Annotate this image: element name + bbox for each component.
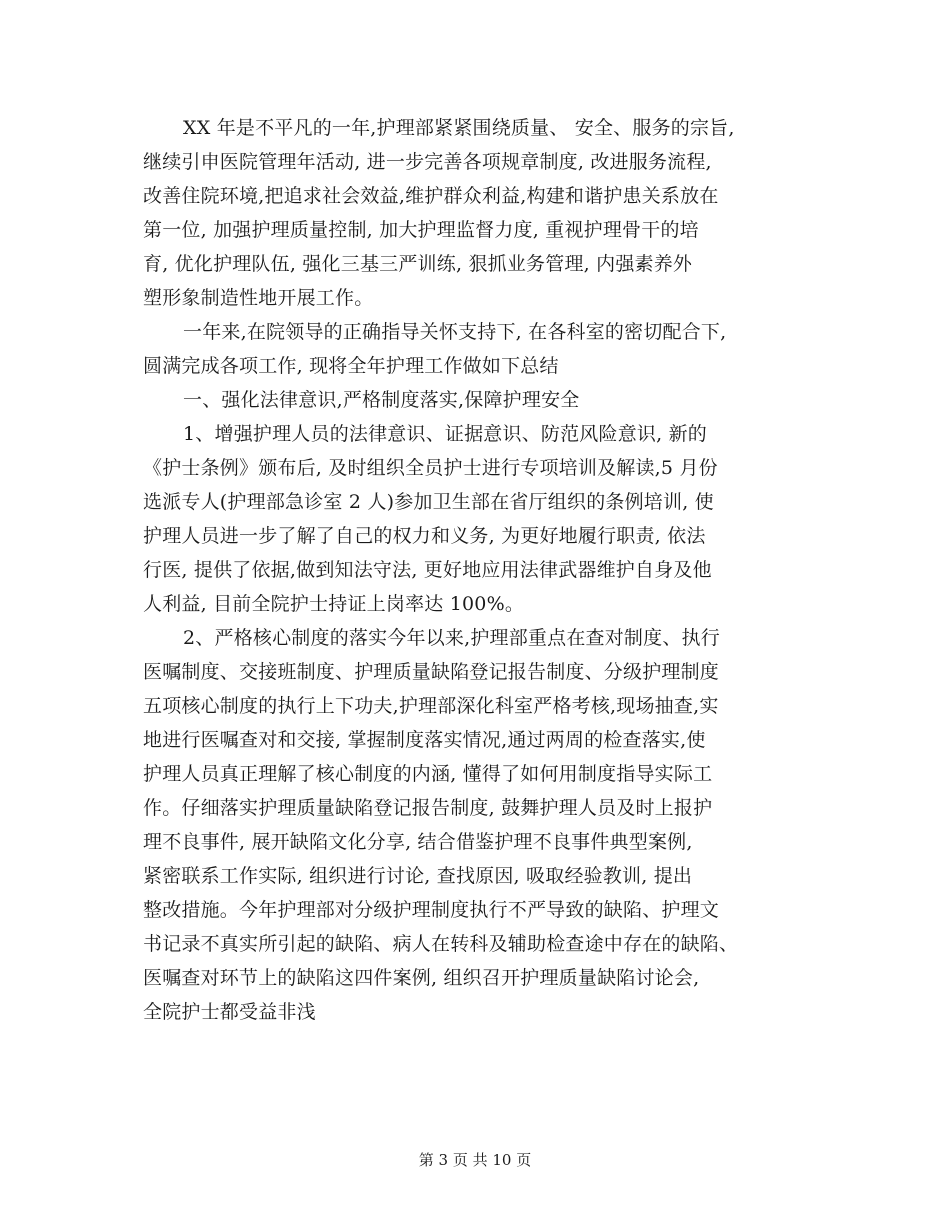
paragraph-summary bbox=[143, 315, 815, 383]
text-line: 医嘱制度、交接班制度、护理质量缺陷登记报告制度、分级护理制度 bbox=[143, 661, 720, 683]
text-line: 理不良事件, 展开缺陷文化分享, 结合借鉴护理不良事件典型案例, bbox=[143, 831, 693, 853]
text-line: XX 年是不平凡的一年,护理部紧紧围绕质量、 安全、服务的宗旨, bbox=[183, 117, 735, 139]
text-line: 《护士条例》颁布后, 及时组织全员护士进行专项培训及解读,5 月份 bbox=[143, 457, 718, 479]
text-line: 塑形象制造性地开展工作。 bbox=[143, 287, 374, 309]
text-line: 一年来,在院领导的正确指导关怀支持下, 在各科室的密切配合下, bbox=[183, 321, 727, 343]
text-line: 育, 优化护理队伍, 强化三基三严训练, 狠抓业务管理, 内强素养外 bbox=[143, 253, 693, 275]
text-line: 作。仔细落实护理质量缺陷登记报告制度, 鼓舞护理人员及时上报护 bbox=[143, 797, 713, 819]
text-line: 紧密联系工作实际, 组织进行讨论, 查找原因, 吸取经验教训, 提出 bbox=[143, 865, 693, 887]
text-line: 医嘱查对环节上的缺陷这四件案例, 组织召开护理质量缺陷讨论会, bbox=[143, 967, 700, 989]
paragraph-item-2 bbox=[143, 621, 815, 1029]
text-line: 行医, 提供了依据,做到知法守法, 更好地应用法律武器维护自身及他 bbox=[143, 559, 712, 581]
text-line: 改善住院环境,把追求社会效益,维护群众利益,构建和谐护患关系放在 bbox=[143, 185, 719, 207]
heading-line: 一、强化法律意识,严格制度落实,保障护理安全 bbox=[183, 389, 580, 411]
text-line: 2、严格核心制度的落实今年以来,护理部重点在查对制度、执行 bbox=[183, 627, 720, 649]
text-line: 护理人员真正理解了核心制度的内涵, 懂得了如何用制度指导实际工 bbox=[143, 763, 713, 785]
text-line: 继续引申医院管理年活动, 进一步完善各项规章制度, 改进服务流程, bbox=[143, 151, 712, 173]
text-line: 整改措施。今年护理部对分级护理制度执行不严导致的缺陷、护理文 bbox=[143, 899, 720, 921]
paragraph-intro bbox=[143, 111, 815, 315]
text-line: 五项核心制度的执行上下功夫,护理部深化科室严格考核,现场抽查,实 bbox=[143, 695, 719, 717]
section-heading bbox=[143, 383, 815, 417]
text-line: 人利益, 目前全院护士持证上岗率达 100%。 bbox=[143, 593, 525, 615]
text-line: 全院护士都受益非浅 bbox=[143, 1001, 316, 1023]
text-line: 第一位, 加强护理质量控制, 加大护理监督力度, 重视护理骨干的培 bbox=[143, 219, 699, 241]
text-line: 书记录不真实所引起的缺陷、病人在转科及辅助检查途中存在的缺陷、 bbox=[143, 933, 739, 955]
text-line: 护理人员进一步了解了自己的权力和义务, 为更好地履行职责, 依法 bbox=[143, 525, 706, 547]
paragraph-item-1 bbox=[143, 417, 815, 621]
document-body bbox=[143, 111, 815, 1029]
text-line: 1、增强护理人员的法律意识、证据意识、防范风险意识, 新的 bbox=[183, 423, 707, 445]
text-line: 地进行医嘱查对和交接, 掌握制度落实情况,通过两周的检查落实,使 bbox=[143, 729, 706, 751]
text-line: 选派专人(护理部急诊室 2 人)参加卫生部在省厅组织的条例培训, 使 bbox=[143, 491, 714, 513]
page-number-footer: 第 3 页 共 10 页 bbox=[418, 1151, 532, 1169]
text-line: 圆满完成各项工作, 现将全年护理工作做如下总结 bbox=[143, 355, 559, 377]
